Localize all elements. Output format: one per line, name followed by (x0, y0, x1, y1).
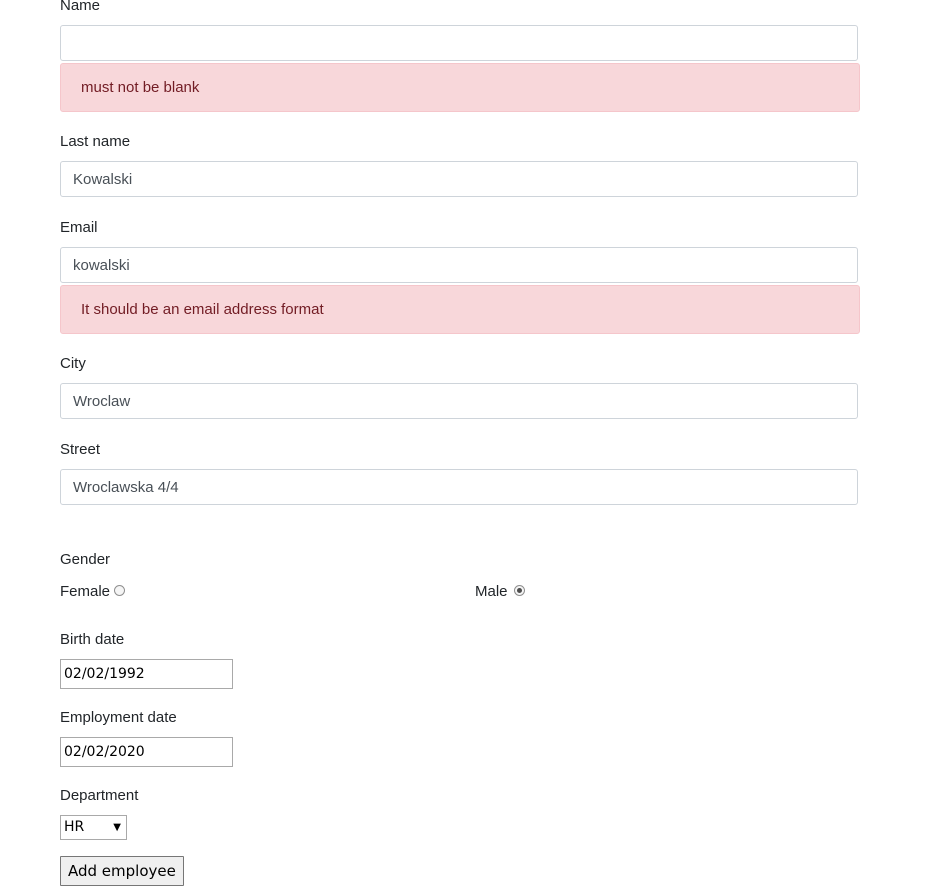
employment-date-input[interactable]: 02/02/2020 (60, 737, 233, 767)
city-label: City (60, 355, 86, 372)
email-label: Email (60, 219, 98, 236)
email-input[interactable] (60, 247, 858, 283)
street-input[interactable] (60, 469, 858, 505)
last-name-label: Last name (60, 133, 131, 150)
city-input[interactable] (60, 383, 858, 419)
male-option-label: Male (475, 583, 508, 600)
name-error-alert: must not be blank (60, 63, 860, 112)
department-select[interactable] (60, 815, 127, 840)
email-error-alert: It should be an email address format (60, 285, 860, 334)
street-label: Street (60, 441, 101, 458)
department-selected-value: HR (64, 819, 85, 835)
female-option-label: Female (60, 583, 111, 600)
name-input[interactable] (60, 25, 858, 61)
name-label: Name (60, 0, 101, 14)
dropdown-arrow-icon: ▼ (113, 822, 121, 833)
female-radio[interactable] (114, 585, 125, 596)
department-label: Department (60, 787, 139, 804)
birth-date-input[interactable]: 02/02/1992 (60, 659, 233, 689)
male-radio[interactable] (514, 585, 525, 596)
birth-date-label: Birth date (60, 631, 125, 648)
last-name-input[interactable] (60, 161, 858, 197)
add-employee-button[interactable]: Add employee (60, 856, 184, 886)
employment-date-label: Employment date (60, 709, 177, 726)
gender-label: Gender (60, 551, 111, 568)
